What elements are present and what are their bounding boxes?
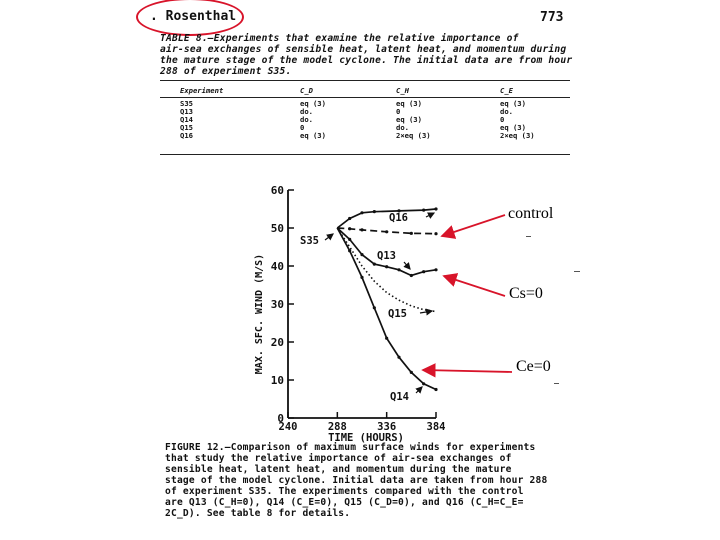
table-cell: do. xyxy=(500,107,513,116)
data-point xyxy=(360,253,363,256)
figure-caption-line: sensible heat, latent heat, and momentum during the mature xyxy=(165,464,512,475)
annotation-control: control xyxy=(508,205,554,222)
table-cell: eq (3) xyxy=(396,115,422,124)
label-leader xyxy=(416,387,422,393)
x-axis-label: TIME (HOURS) xyxy=(328,432,404,444)
figure-caption xyxy=(165,442,575,519)
series-q16-line xyxy=(337,209,436,228)
table-caption-line: the mature stage of the model cyclone. The initial data are from hour xyxy=(160,55,573,66)
annotation-arrow-cs0 xyxy=(444,276,505,296)
data-point xyxy=(434,232,437,235)
table-cell: 2×eq (3) xyxy=(500,131,535,140)
data-point xyxy=(360,228,363,231)
annotation-ce0: Ce=0 xyxy=(516,358,551,375)
data-point xyxy=(422,270,425,273)
column-header: Experiment xyxy=(180,85,224,95)
figure-caption-line: that study the relative importance of air-sea exchanges of xyxy=(165,453,512,464)
data-point xyxy=(422,382,425,385)
label-leader xyxy=(404,262,410,269)
data-point xyxy=(348,249,351,252)
table-cell: S35 xyxy=(180,99,193,108)
data-point xyxy=(385,230,388,233)
y-tick-label: 10 xyxy=(270,374,284,387)
table-cell: do. xyxy=(396,123,409,132)
table-caption-line: 288 of experiment S35. xyxy=(160,66,292,77)
data-point xyxy=(397,356,400,359)
author-name: Rosenthal xyxy=(165,9,237,24)
table-cell: 0 xyxy=(300,123,305,132)
data-point xyxy=(348,227,351,230)
data-point xyxy=(373,306,376,309)
table-cell: Q13 xyxy=(180,107,193,116)
author-prefix: . xyxy=(150,9,158,24)
table-cell: eq (3) xyxy=(396,99,422,108)
page-number: 773 xyxy=(540,10,564,25)
y-tick-label: 30 xyxy=(270,298,284,311)
y-axis-label: MAX. SFC. WIND (M/S) xyxy=(254,253,265,375)
label-leader xyxy=(426,213,434,217)
series-label-s35: S35 xyxy=(300,235,319,247)
table-cell: eq (3) xyxy=(300,99,326,108)
figure-caption-line: 2C_D). See table 8 for details. xyxy=(165,508,351,519)
data-point xyxy=(410,274,413,277)
table-cell: 2×eq (3) xyxy=(396,131,431,140)
x-tick-label: 288 xyxy=(327,421,347,433)
y-tick-label: 0 xyxy=(277,412,284,425)
y-tick-label: 60 xyxy=(270,184,284,197)
annotation-arrow-ce0 xyxy=(423,370,512,372)
table-cell: do. xyxy=(300,107,313,116)
table-cell: Q16 xyxy=(180,131,193,140)
y-tick-label: 20 xyxy=(270,336,284,349)
table-caption-line: TABLE 8.—Experiments that examine the relative importance of xyxy=(160,33,519,44)
data-point xyxy=(360,276,363,279)
table-cell: 0 xyxy=(396,107,401,116)
figure-caption-line: stage of the model cyclone. Initial data are taken from hour 288 xyxy=(165,475,548,486)
annotation-cs0: Cs=0 xyxy=(509,285,543,302)
series-label-q16: Q16 xyxy=(389,212,408,224)
table-cell: Q14 xyxy=(180,115,193,124)
data-point xyxy=(434,388,437,391)
table-cell: eq (3) xyxy=(300,131,326,140)
annotation-arrow-control xyxy=(442,215,505,236)
table-cell: do. xyxy=(300,115,313,124)
series-label-q15: Q15 xyxy=(388,308,407,320)
data-point xyxy=(434,207,437,210)
table-caption-line: air-sea exchanges of sensible heat, latent heat, and momentum during xyxy=(160,44,567,55)
x-tick-label: 384 xyxy=(426,421,446,433)
series-label-q14: Q14 xyxy=(390,391,409,403)
scan-mark xyxy=(574,271,580,272)
table-cell: eq (3) xyxy=(500,123,526,132)
table-cell: 0 xyxy=(500,115,505,124)
figure-caption-line: are Q13 (C_H=0), Q14 (C_E=0), Q15 (C_D=0), and Q16 (C_H=C_E= xyxy=(165,497,524,508)
scan-mark xyxy=(554,383,559,384)
label-leader xyxy=(325,234,333,240)
table-cell: eq (3) xyxy=(500,99,526,108)
series-q15-line xyxy=(337,228,436,312)
y-tick-label: 40 xyxy=(270,260,284,273)
data-point xyxy=(373,210,376,213)
data-point xyxy=(373,263,376,266)
figure-caption-line: of experiment S35. The experiments compared with the control xyxy=(165,486,524,497)
data-point xyxy=(434,268,437,271)
column-header: C_E xyxy=(500,85,513,95)
column-header: C_D xyxy=(300,85,313,95)
data-point xyxy=(410,371,413,374)
table-cell: Q15 xyxy=(180,123,193,132)
y-tick-label: 50 xyxy=(270,222,284,235)
series-label-q13: Q13 xyxy=(377,250,396,262)
data-point xyxy=(385,337,388,340)
data-point xyxy=(422,209,425,212)
column-header: C_H xyxy=(396,85,409,95)
data-point xyxy=(360,211,363,214)
data-point xyxy=(397,268,400,271)
label-leader xyxy=(420,311,432,313)
scan-mark xyxy=(526,236,531,237)
data-point xyxy=(385,265,388,268)
x-tick-label: 240 xyxy=(278,421,298,433)
data-point xyxy=(410,232,413,235)
data-point xyxy=(348,238,351,241)
figure-caption-line: FIGURE 12.—Comparison of maximum surface winds for experiments xyxy=(165,442,536,453)
data-point xyxy=(348,217,351,220)
x-tick-label: 336 xyxy=(377,421,397,433)
